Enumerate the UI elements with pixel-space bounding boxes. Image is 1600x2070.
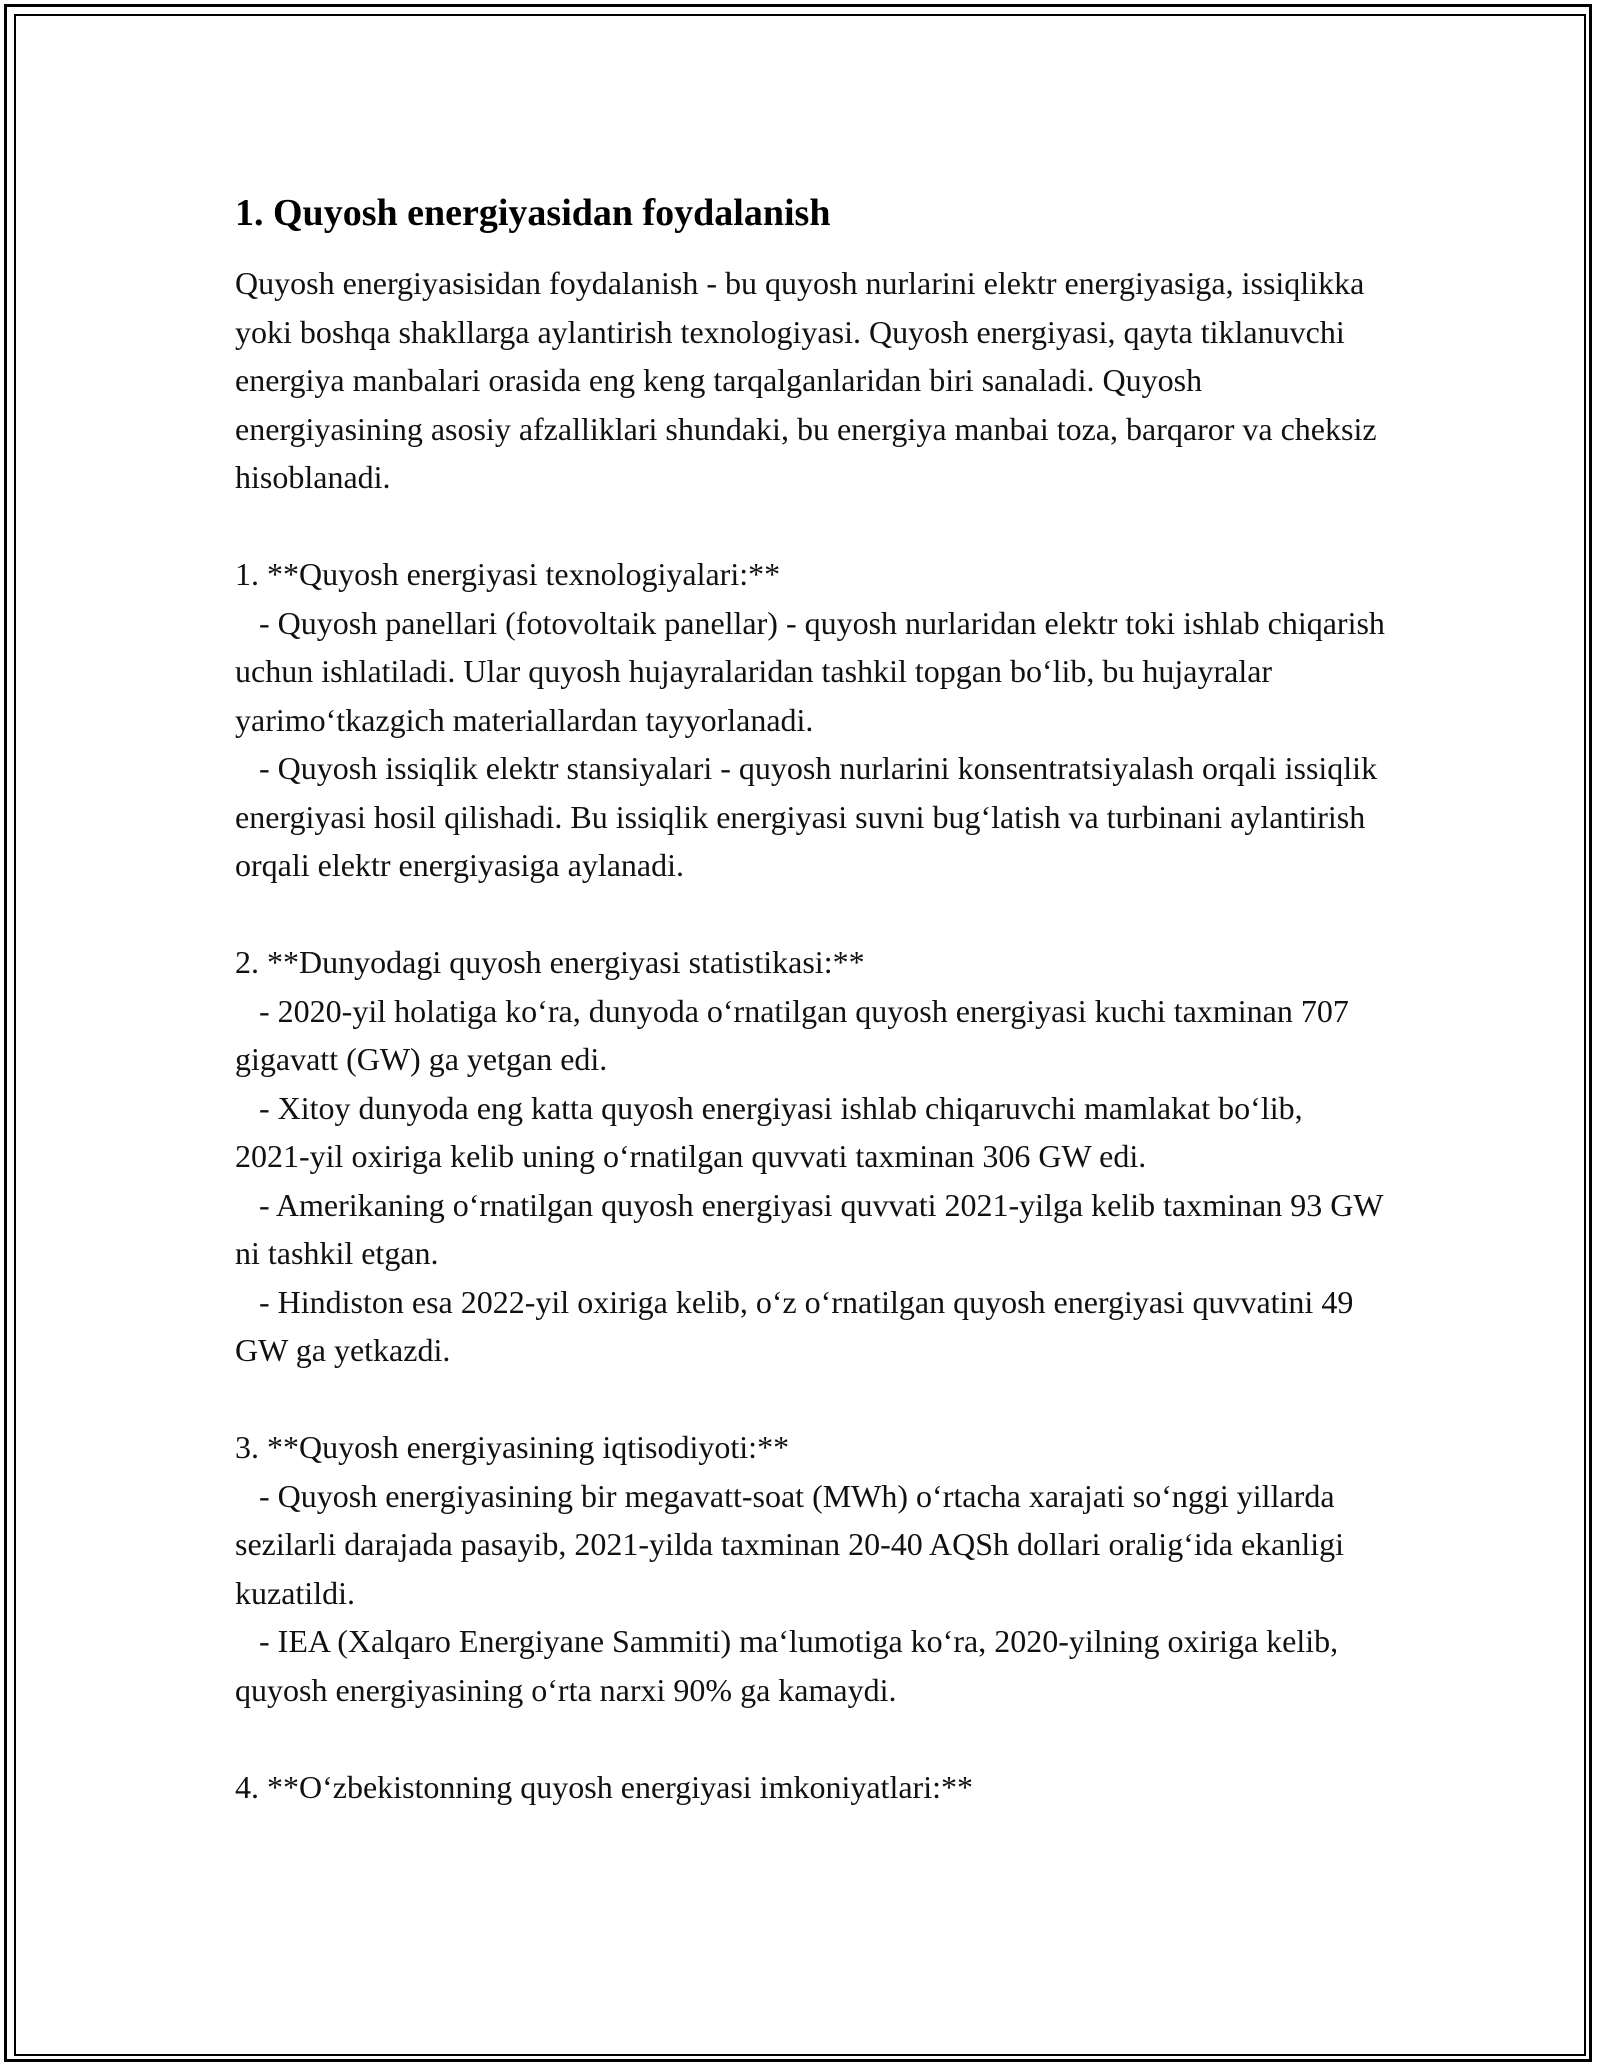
section-heading-economics: 3. **Quyosh energiyasining iqtisodiyoti:** bbox=[235, 1429, 790, 1465]
list-item: - Quyosh panellari (fotovoltaik panellar) - quyosh nurlaridan elektr toki ishlab chiqarish uchun ishlatiladi. Ular quyosh hujayralaridan tashkil topgan bo‘lib, bu hujayralar yarimo‘tkazgich materiallardan tayyorlanadi. bbox=[235, 604, 1393, 738]
document-title: 1. Quyosh energiyasidan foydalanish bbox=[235, 192, 831, 234]
intro-paragraph: Quyosh energiyasisidan foydalanish - bu quyosh nurlarini elektr energiyasiga, issiqlikka yoki boshqa shakllarga aylantirish texnologiyasi. Quyosh energiyasi, qayta tiklanuvchi energiya manbalari orasida eng keng tarqalganlaridan biri sanaladi. Quyosh energiyasining asosiy afzalliklari shundaki, bu energiya manbai toza, barqaror va cheksiz hisoblanadi. bbox=[235, 265, 1385, 495]
section-heading-uzbekistan: 4. **O‘zbekistonning quyosh energiyasi imkoniyatlari:** bbox=[235, 1768, 973, 1805]
list-item: - Xitoy dunyoda eng katta quyosh energiyasi ishlab chiqaruvchi mamlakat bo‘lib, 2021-yil oxiriga kelib uning o‘rnatilgan quvvati taxminan 306 GW edi. bbox=[235, 1089, 1311, 1174]
paragraph-gap bbox=[235, 1375, 1385, 1424]
section-heading-technologies: 1. **Quyosh energiyasi texnologiyalari:** bbox=[235, 556, 781, 592]
list-item: - IEA (Xalqaro Energiyane Sammiti) ma‘lumotiga ko‘ra, 2020-yilning oxiriga kelib, quyosh energiyasining o‘rta narxi 90% ga kamaydi. bbox=[235, 1623, 1347, 1708]
list-item: - Quyosh energiyasining bir megavatt-soat (MWh) o‘rtacha xarajati so‘nggi yillarda sezilarli darajada pasayib, 2021-yilda taxminan 20-40 AQSh dollari oralig‘ida ekanligi kuzatildi. bbox=[235, 1477, 1353, 1611]
paragraph-gap bbox=[235, 502, 1385, 551]
document-body bbox=[235, 185, 1393, 1811]
paragraph-gap bbox=[235, 890, 1385, 939]
list-item: - Hindiston esa 2022-yil oxiriga kelib, o‘z o‘rnatilgan quyosh energiyasi quvvatini 49 GW ga yetkazdi. bbox=[235, 1283, 1362, 1368]
paragraph-gap bbox=[235, 1714, 1385, 1763]
list-item: - 2020-yil holatiga ko‘ra, dunyoda o‘rnatilgan quyosh energiyasi kuchi taxminan 707 gigavatt (GW) ga yetgan edi. bbox=[235, 992, 1357, 1077]
list-item: - Quyosh issiqlik elektr stansiyalari - quyosh nurlarini konsentratsiyalash orqali issiqlik energiyasi hosil qilishadi. Bu issiqlik energiyasi suvni bug‘latish va turbinani aylantirish orqali elektr energiyasiga aylanadi. bbox=[235, 750, 1386, 883]
list-item: - Amerikaning o‘rnatilgan quyosh energiyasi quvvati 2021-yilga kelib taxminan 93 GW ni tashkil etgan. bbox=[235, 1186, 1391, 1271]
section-heading-statistics: 2. **Dunyodagi quyosh energiyasi statistikasi:** bbox=[235, 944, 865, 980]
